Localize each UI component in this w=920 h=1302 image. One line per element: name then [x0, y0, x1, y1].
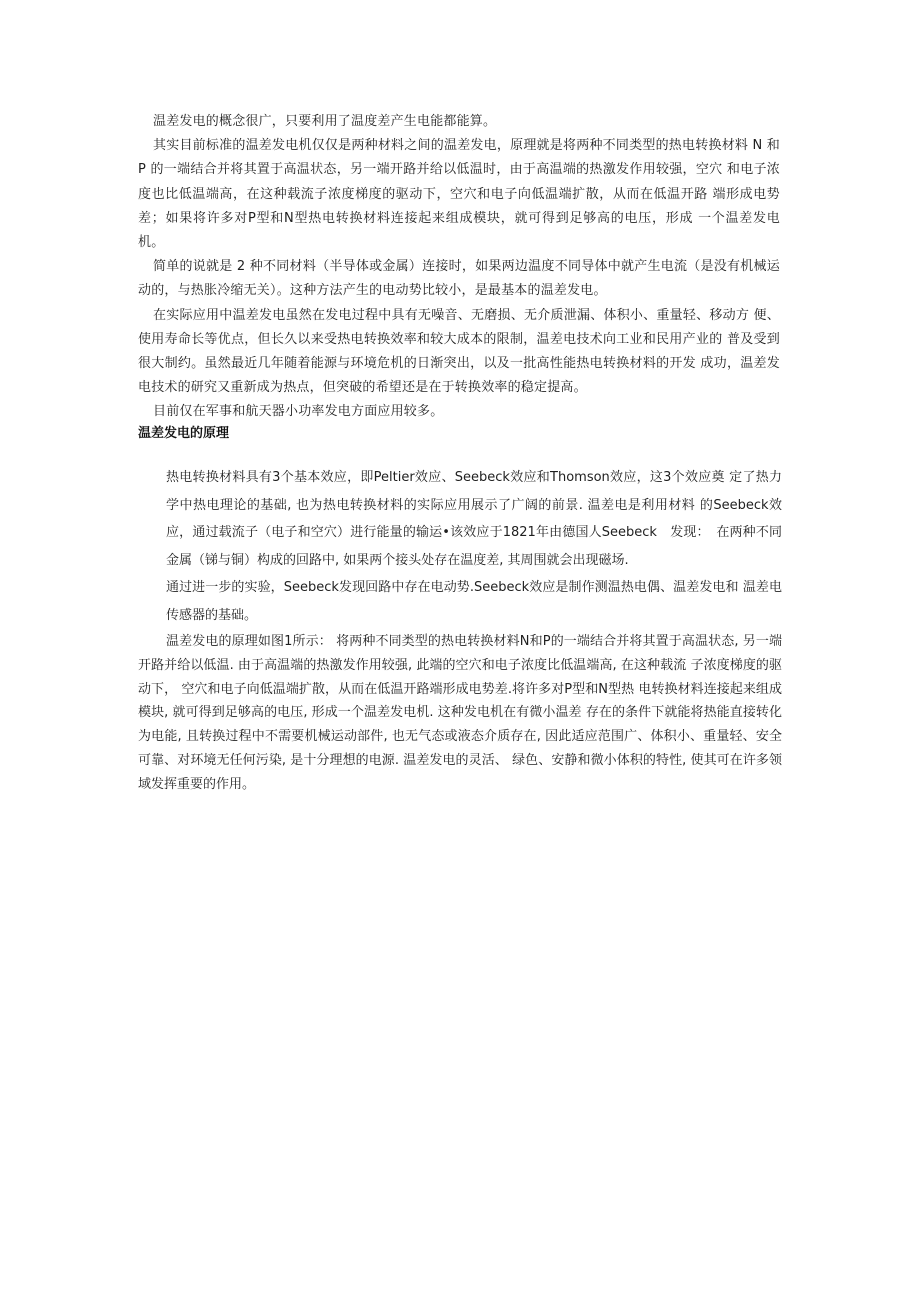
- intro-paragraph-5: 目前仅在军事和航天器小功率发电方面应用较多。: [153, 404, 444, 420]
- principle-section: [138, 630, 782, 797]
- effects-paragraph-2: 通过进一步的实验，Seebeck发现回路中存在电动势.Seebeck效应是制作测温热电偶、温差发电和 温差电传感器的基础。: [166, 580, 782, 623]
- principle-paragraph: 温差发电的原理如图1所示： 将两种不同类型的热电转换材料N和P的一端结合并将其置于高温状态, 另一端开路并给以低温. 由于高温端的热激发作用较强, 此端的空穴和电子浓度比低温端高, 在这种载流 子浓度梯度的驱动下， 空穴和电子向低温端扩散，从而在低温开路端形成电势差.将许多对P型和N型热 电转换材料连接起来组成模块, 就可得到足够高的电压, 形成一个温差发电机. 这种发电机在有微小温差 存在的条件下就能将热能直接转化为电能, 且转换过程中不需要机械运动部件, 也无气态或液态介质存在, 因此适应范围广、体积小、重量轻、安全可靠、对环境无任何污染, 是十分理想的电源. 温差发电的灵活、 绿色、安静和微小体积的特性, 使其可在许多领域发挥重要的作用。: [138, 634, 782, 792]
- intro-section: [138, 110, 780, 425]
- section-heading: 温差发电的原理: [138, 426, 230, 441]
- intro-paragraph-3: 简单的说就是 2 种不同材料（半导体或金属）连接时，如果两边温度不同导体中就产生电流（是没有机械运 动的，与热胀冷缩无关）。这种方法产生的电动势比较小，是最基本的温差发电。: [138, 259, 780, 299]
- intro-paragraph-4: 在实际应用中温差发电虽然在发电过程中具有无噪音、无磨损、无介质泄漏、体积小、重量轻、移动方 便、使用寿命长等优点，但长久以来受热电转换效率和较大成本的限制，温差电技术向工业和民用产业的 普及受到很大制约。虽然最近几年随着能源与环境危机的日渐突出，以及一批高性能热电转换材料的开发 成功，温差发电技术的研究又重新成为热点，但突破的希望还是在于转换效率的稳定提高。: [138, 307, 780, 396]
- effects-paragraph-1: 热电转换材料具有3个基本效应，即Peltier效应、Seebeck效应和Thomson效应，这3个效应奠 定了热力学中热电理论的基础, 也为热电转换材料的实际应用展示了广阔的前景. 温差电是利用材料 的Seebeck效应，通过载流子（电子和空穴）进行能量的输运•该效应于1821年由德国人Seebeck 发现： 在两种不同金属（锑与铜）构成的回路中, 如果两个接头处存在温度差, 其周围就会出现磁场.: [166, 470, 782, 568]
- intro-paragraph-1: 温差发电的概念很广，只要利用了温度差产生电能都能算。: [153, 114, 497, 129]
- intro-paragraph-2: 其实目前标准的温差发电机仅仅是两种材料之间的温差发电，原理就是将两种不同类型的热电转换材料 N 和 P 的一端结合并将其置于高温状态，另一端开路并给以低温时，由于高温端的热激发作用较强，空穴 和电子浓度也比低温端高，在这种载流子浓度梯度的驱动下，空穴和电子向低温端扩散，从而在低温开路 端形成电势差；如果将许多对P型和N型热电转换材料连接起来组成模块，就可得到足够高的电压，形成 一个温差发电机。: [138, 138, 780, 251]
- effects-section: [166, 464, 782, 629]
